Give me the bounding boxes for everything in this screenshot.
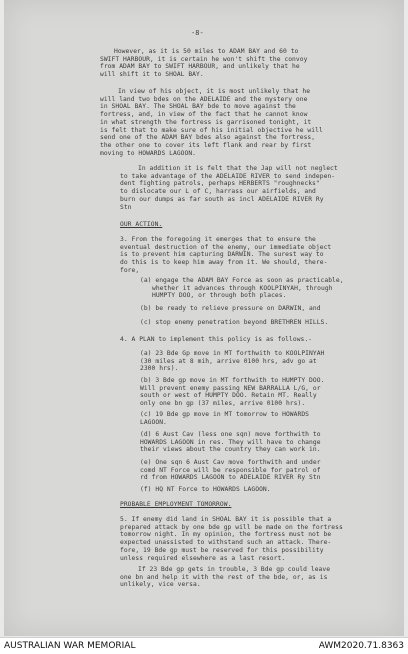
sub-item-b xyxy=(140,305,321,313)
text-line: HUMPTY DOO, or through both places. xyxy=(152,292,287,300)
text-line: (c) 19 Bde gp move in MT tomorrow to HOWARDS xyxy=(140,411,310,418)
text-line: their views about the country they can work in. xyxy=(140,446,321,454)
text-line: to take advantage of the ADELAIDE RIVER to send indepen- xyxy=(120,172,336,180)
text-line: burn our dumps as far south as incl ADELAIDE RIVER Ry xyxy=(120,195,324,203)
paragraph-addition xyxy=(120,165,338,211)
text-line: south or west of HUMPTY DOO. Retain MT. Really xyxy=(140,392,317,400)
text-line: In view of his object, it is most unlikely that he xyxy=(118,88,311,95)
text-line: tomorrow night. In my opinion, the fortress must not be xyxy=(120,531,332,539)
text-line: (d) 6 Aust Cav (less one sqn) move forthwith to xyxy=(140,431,321,438)
heading-probable-employment: PROBABLE EMPLOYMENT TOMORROW. xyxy=(120,501,232,508)
text-line: dent fighting patrols, perhaps HERBERTS "roughnecks" xyxy=(120,180,320,188)
archive-footer xyxy=(0,637,408,654)
paragraph-5 xyxy=(120,516,343,562)
text-line: in what strength the fortress is garrisoned tonight, it xyxy=(100,118,312,126)
text-line: (a) 23 Bde Gp move in MT forthwith to KOOLPINYAH xyxy=(140,350,325,357)
text-line: comd NT Force will be responsible for patrol of xyxy=(140,466,321,474)
page-number: -8- xyxy=(191,29,204,37)
text-line: the other one to cover its left flank and rear by first xyxy=(100,141,312,149)
text-line: (b) be ready to relieve pressure on DARWIN, and xyxy=(140,305,321,312)
text-line: (a) engage the ADAM BAY Force as soon as practicable, xyxy=(140,277,344,284)
text-line: (c) stop enemy penetration beyond BRETHREN HILLS. xyxy=(140,319,329,326)
text-line: SWIFT HARBOUR, it is certain he won't shift the convoy xyxy=(100,55,308,63)
text-line: unless required elsewhere as a last resort. xyxy=(120,554,286,562)
text-line: LAGOON. xyxy=(140,418,167,426)
text-line: However, as it is 50 miles to ADAM BAY and 60 to xyxy=(114,48,299,55)
plan-item-f xyxy=(140,486,271,494)
text-line: rd from HOWARDS LAGOON to ADELAIDE RIVER Ry Stn xyxy=(140,474,321,482)
text-line: HOWARDS LAGOON in res. They will have to change xyxy=(140,438,321,446)
plan-item-b xyxy=(140,377,324,408)
text-line: (b) 3 Bde gp move in MT forthwith to HUMPTY DOO. xyxy=(140,377,325,384)
text-line: fore, xyxy=(120,266,140,274)
sub-item-c xyxy=(140,319,328,327)
paragraph-4 xyxy=(120,336,312,344)
text-line: Will prevent enemy passing NEW BARRALLA L/G, or xyxy=(140,384,321,392)
text-line: will land two bdes on the ADELAIDE and the mystery one xyxy=(100,95,308,103)
heading-our-action: OUR ACTION. xyxy=(120,221,163,228)
plan-item-c xyxy=(140,411,309,426)
text-line: If 23 Bde gp gets in trouble, 3 Bde gp could leave xyxy=(138,566,331,573)
text-line: is to prevent him capturing DARWIN. The surest way to xyxy=(120,251,324,259)
text-line: 3. From the foregoing it emerges that to ensure the xyxy=(120,236,316,243)
paragraph-3 xyxy=(120,236,331,275)
text-line: expected unassisted to withstand such an attack. There- xyxy=(120,539,332,547)
text-line: In addition it is felt that the Jap will not neglect xyxy=(138,165,338,172)
text-line: 5. If enemy did land in SHOAL BAY it is possible that a xyxy=(120,516,332,523)
text-line: fore, 19 Bde gp must be reserved for this possibility xyxy=(120,546,324,554)
text-line: prepared attack by one bde gp will be made on the fortress xyxy=(120,523,343,531)
text-line: (30 miles at 8 mih, arrive 0100 hrs, adv go at xyxy=(140,357,317,365)
paragraph-intro xyxy=(100,48,308,79)
text-line: eventual destruction of the enemy, our immediate object xyxy=(120,243,332,251)
text-line: moving to HOWARDS LAGOON. xyxy=(100,149,197,157)
text-line: unlikely, vice versa. xyxy=(120,581,201,589)
document-page xyxy=(4,0,404,636)
text-line: send one of the ADAM BAY bdes also against the fortress, xyxy=(100,134,316,142)
text-line: whether it advances through KOOLPINYAH, through xyxy=(152,284,333,292)
sub-item-a xyxy=(140,277,344,300)
plan-item-a xyxy=(140,350,324,373)
paragraph-final xyxy=(120,566,331,589)
paragraph-object xyxy=(100,88,323,157)
text-line: (f) HQ NT Force to HOWARDS LAGOON. xyxy=(140,486,271,493)
text-line: fortress, and, in view of the fact that he cannot know xyxy=(100,111,308,119)
text-line: will shift it to SHOAL BAY. xyxy=(100,71,204,79)
text-line: 2300 hrs). xyxy=(140,365,179,373)
text-line: (e) One sqn 6 Aust Cav move forthwith and under xyxy=(140,459,321,466)
text-line: to dislocate our L of C, harrass our airfields, and xyxy=(120,188,316,196)
text-line: 4. A PLAN to implement this policy is as follows.- xyxy=(120,336,313,343)
text-line: from ADAM BAY to SWIFT HARBOUR, and unlikely that he xyxy=(100,63,300,71)
plan-item-e xyxy=(140,459,321,482)
text-line: one bn and help it with the rest of the bde, or, as is xyxy=(120,573,328,581)
text-line: only one bn gp (37 miles, arrive 0100 hrs). xyxy=(140,400,306,408)
text-line: is felt that to make sure of his initial objective he will xyxy=(100,126,323,134)
institution-label: AUSTRALIAN WAR MEMORIAL xyxy=(4,641,136,651)
record-id: AWM2020.71.8363 xyxy=(318,641,404,651)
plan-item-d xyxy=(140,431,321,454)
text-line: in SHOAL BAY. The SHOAL BAY bde to move against the xyxy=(100,103,296,111)
text-line: Stn xyxy=(120,203,132,211)
text-line: do this is to keep him away from it. We should, there- xyxy=(120,259,328,267)
